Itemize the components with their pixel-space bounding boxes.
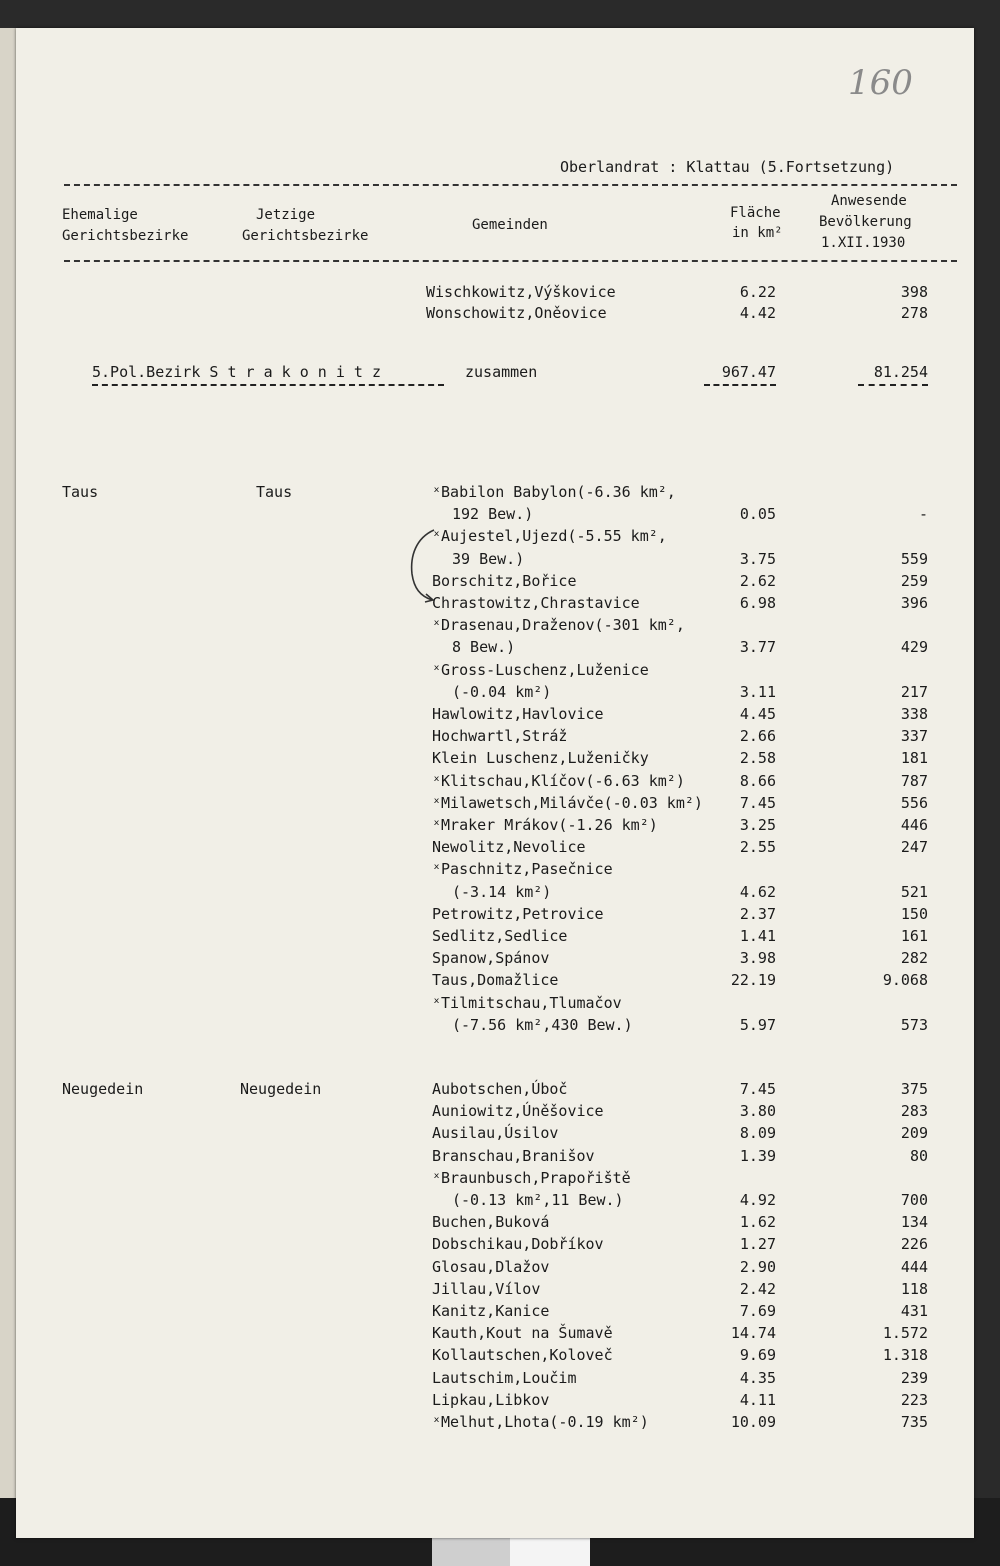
gemeinde-name: ˣBabilon Babylon(-6.36 km², [432,483,676,501]
gemeinde-name: Aubotschen,Úboč [432,1080,568,1098]
bevoelkerung-value: 181 [900,749,928,768]
flaeche-value: 2.62 [739,571,776,590]
bevoelkerung-value: 444 [900,1257,928,1276]
jetziger-gerichtsbezirk: Taus [256,483,293,501]
col-bevoelkerung-label: Anwesende [831,193,907,209]
bevoelkerung-value: 9.068 [882,971,928,990]
gemeinde-name: Kauth,Kout na Šumavě [432,1324,613,1343]
col-flaeche-label: Fläche [730,205,781,221]
flaeche-value: 9.69 [739,1346,776,1365]
book-binding-edge [0,28,16,1538]
gemeinde-name: ˣBraunbusch,Prapořiště [432,1168,631,1187]
gemeinde-name: Borschitz,Bořice [432,571,577,590]
gemeinde-name: Branschau,Branišov [432,1146,595,1165]
flaeche-value: 2.37 [739,904,776,923]
gemeinde-name: Auniowitz,Úněšovice [432,1102,604,1121]
gemeinde-name: ˣPaschnitz,Pasečnice [432,860,613,879]
gemeinde-name: ˣMilawetsch,Milávče(-0.03 km²) [432,793,703,812]
summary-zusammen: zusammen [465,363,538,381]
bevoelkerung-value: 134 [900,1213,928,1232]
flaeche-value: 3.11 [739,682,776,701]
flaeche-value: 4.45 [739,705,776,723]
gemeinde-name: ˣMelhut,Lhota(-0.19 km²) [432,1413,649,1431]
gemeinde-name: Hawlowitz,Havlovice [432,705,604,723]
page-title: Oberlandrat : Klattau (5.Fortsetzung) [560,158,895,176]
gemeinde-name: Newolitz,Nevolice [432,838,586,857]
bevoelkerung-value: 239 [900,1368,928,1387]
summary-label-underline [92,384,444,386]
col-gemeinden-label: Gemeinden [472,217,548,233]
bevoelkerung-value: 556 [900,793,928,812]
summary-bevoelkerung: 81.254 [873,363,928,381]
summary-flaeche-underline [704,384,776,386]
flaeche-value: 0.05 [739,505,776,524]
ehemaliger-gerichtsbezirk: Neugedein [62,1080,144,1098]
summary-flaeche: 967.47 [721,363,776,381]
gemeinde-name: Taus,Domažlice [432,971,559,990]
flaeche-value: 3.80 [739,1102,776,1121]
summary-label: 5.Pol.Bezirk S t r a k o n i t z [92,363,381,381]
bevoelkerung-value: 150 [900,904,928,923]
flaeche-value: 3.98 [739,949,776,968]
header-bottom-rule [64,260,957,262]
gemeinde-name: ˣTilmitschau,Tlumačov [432,993,622,1012]
flaeche-value: 1.39 [739,1146,776,1165]
gemeinde-note: (-0.13 km²,11 Bew.) [452,1191,624,1209]
flaeche-value: 2.66 [739,727,776,746]
bevoelkerung-value: 396 [900,594,928,612]
col-ehemalige-label: Ehemalige [62,207,138,223]
gemeinde-note: 8 Bew.) [452,638,516,657]
flaeche-value: 2.55 [739,838,776,857]
page-number: 160 [848,63,913,103]
bevoelkerung-value: 337 [900,727,928,746]
gemeinde-name: Ausilau,Úsilov [432,1124,559,1143]
bevoelkerung-value: - [918,505,928,524]
col-jetzige-label: Jetzige [256,207,316,223]
gemeinde-name: Wonschowitz,Oněovice [426,304,607,322]
gemeinde-name: Spanow,Spánov [432,949,550,968]
bevoelkerung-value: 431 [900,1302,928,1320]
flaeche-value: 8.09 [739,1124,776,1143]
bevoelkerung-value: 375 [900,1080,928,1098]
flaeche-value: 3.75 [739,549,776,568]
flaeche-value: 14.74 [730,1324,776,1343]
bevoelkerung-value: 226 [900,1235,928,1254]
flaeche-value: 10.09 [730,1413,776,1431]
bevoelkerung-value: 398 [900,283,928,301]
summary-bevoelkerung-underline [858,384,928,386]
gemeinde-name: Klein Luschenz,Luženičky [432,749,649,768]
gemeinde-name: Jillau,Vílov [432,1279,541,1298]
bevoelkerung-value: 283 [900,1102,928,1121]
col-ehemalige-label-2: Gerichtsbezirke [62,228,189,244]
gemeinde-name: ˣGross-Luschenz,Luženice [432,660,649,679]
bevoelkerung-value: 338 [900,705,928,723]
gemeinde-name: Lautschim,Loučim [432,1368,577,1387]
col-bevoelkerung-label-2: Bevölkerung [819,214,912,230]
bevoelkerung-value: 735 [900,1413,928,1431]
header-top-rule [64,184,957,186]
ehemaliger-gerichtsbezirk: Taus [62,483,99,501]
bevoelkerung-value: 282 [900,949,928,968]
gemeinde-note: 192 Bew.) [452,505,534,524]
flaeche-value: 3.25 [739,816,776,834]
gemeinde-name: Sedlitz,Sedlice [432,927,568,945]
flaeche-value: 7.69 [739,1302,776,1320]
bevoelkerung-value: 217 [900,682,928,701]
bevoelkerung-value: 1.572 [882,1324,928,1343]
flaeche-value: 6.22 [739,283,776,301]
flaeche-value: 1.41 [739,927,776,945]
flaeche-value: 3.77 [739,638,776,657]
jetziger-gerichtsbezirk: Neugedein [240,1080,322,1098]
gemeinde-name: Wischkowitz,Výškovice [426,283,616,301]
flaeche-value: 4.62 [739,882,776,901]
bevoelkerung-value: 80 [909,1146,928,1165]
bevoelkerung-value: 161 [900,927,928,945]
flaeche-value: 4.92 [739,1191,776,1209]
gemeinde-name: Hochwartl,Stráž [432,727,568,746]
bevoelkerung-value: 573 [900,1015,928,1034]
flaeche-value: 1.27 [739,1235,776,1254]
gemeinde-note: 39 Bew.) [452,549,525,568]
bevoelkerung-value: 259 [900,571,928,590]
flaeche-value: 7.45 [739,793,776,812]
document-page [16,28,974,1538]
flaeche-value: 6.98 [739,594,776,612]
bevoelkerung-value: 1.318 [882,1346,928,1365]
bevoelkerung-value: 521 [900,882,928,901]
gemeinde-note: (-3.14 km²) [452,882,552,901]
col-flaeche-label-2: in km² [732,225,783,241]
gemeinde-name: ˣDrasenau,Draženov(-301 km², [432,616,685,635]
flaeche-value: 22.19 [730,971,776,990]
gemeinde-name: Kanitz,Kanice [432,1302,550,1320]
bevoelkerung-value: 247 [900,838,928,857]
gemeinde-name: ˣKlitschau,Klíčov(-6.63 km²) [432,771,685,790]
bevoelkerung-value: 700 [900,1191,928,1209]
col-jetzige-label-2: Gerichtsbezirke [242,228,369,244]
gemeinde-name: Glosau,Dlažov [432,1257,550,1276]
gemeinde-name: ˣAujestel,Ujezd(-5.55 km², [432,527,667,546]
gemeinde-name: Dobschikau,Dobříkov [432,1235,604,1254]
gemeinde-name: Petrowitz,Petrovice [432,904,604,923]
gemeinde-note: (-0.04 km²) [452,682,552,701]
bevoelkerung-value: 787 [900,771,928,790]
gemeinde-note: (-7.56 km²,430 Bew.) [452,1015,633,1034]
col-bevoelkerung-label-3: 1.XII.1930 [821,235,906,251]
gemeinde-name: Kollautschen,Koloveč [432,1346,613,1365]
flaeche-value: 1.62 [739,1213,776,1232]
flaeche-value: 2.90 [739,1257,776,1276]
flaeche-value: 5.97 [739,1015,776,1034]
flaeche-value: 2.42 [739,1279,776,1298]
flaeche-value: 4.11 [739,1390,776,1409]
bevoelkerung-value: 209 [900,1124,928,1143]
bevoelkerung-value: 278 [900,304,928,322]
bevoelkerung-value: 223 [900,1390,928,1409]
gemeinde-name: ˣMraker Mrákov(-1.26 km²) [432,816,658,834]
gemeinde-name: Lipkau,Libkov [432,1390,550,1409]
flaeche-value: 8.66 [739,771,776,790]
flaeche-value: 4.35 [739,1368,776,1387]
bevoelkerung-value: 446 [900,816,928,834]
flaeche-value: 2.58 [739,749,776,768]
bevoelkerung-value: 118 [900,1279,928,1298]
gemeinde-name: Chrastowitz,Chrastavice [432,594,640,612]
flaeche-value: 7.45 [739,1080,776,1098]
bevoelkerung-value: 559 [900,549,928,568]
gemeinde-name: Buchen,Buková [432,1213,550,1232]
flaeche-value: 4.42 [739,304,776,322]
bevoelkerung-value: 429 [900,638,928,657]
